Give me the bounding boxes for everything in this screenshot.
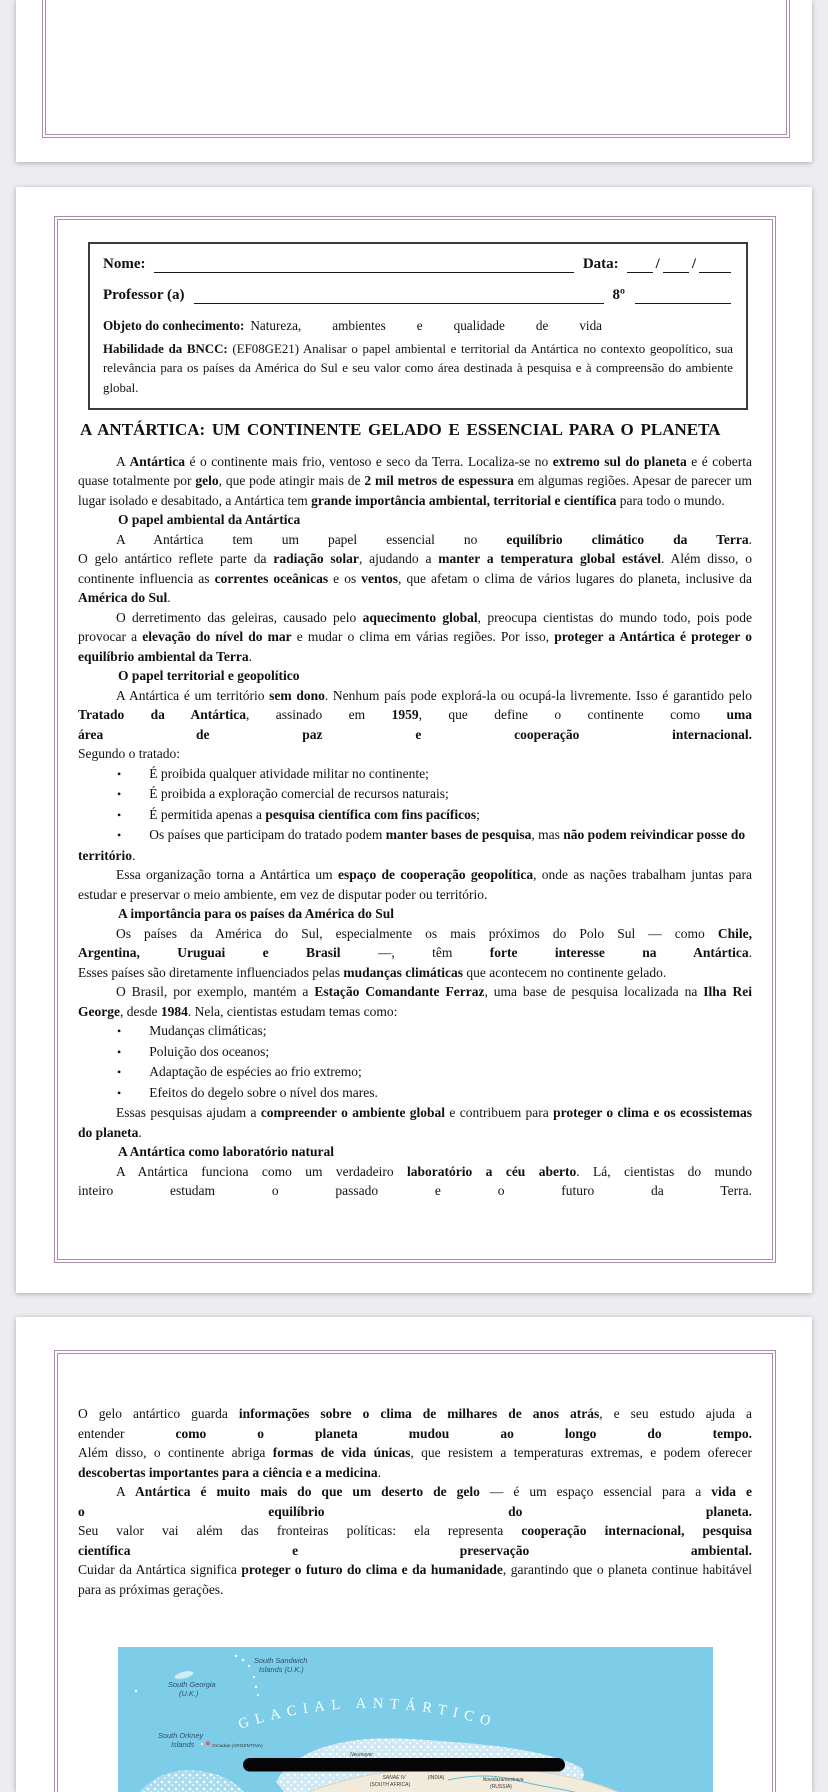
map-label-south-sandwich: South Sandwich <box>253 1656 307 1665</box>
bullet-icon: • <box>117 1024 122 1039</box>
knowledge-object-word: e <box>416 318 423 333</box>
map-label-neumayer: Neumayer <box>349 1752 373 1758</box>
page-decorative-border <box>54 216 776 1263</box>
page-decorative-border <box>54 1350 776 1792</box>
paragraph-spread: entender como o planeta mudou ao longo do tempo. <box>78 1425 752 1441</box>
subheading-laboratorio: A Antártica como laboratório natural <box>118 1144 334 1160</box>
paragraph: O Brasil, por exemplo, mantém a Estação Comandante Ferraz, uma base de pesquisa localizada na Ilha Rei George, desde 1984. Nela, cientistas estudam temas como: <box>78 984 752 1019</box>
bullet-icon: • <box>117 807 122 822</box>
page-continuation <box>16 1317 812 1792</box>
teacher-label: Professor (a) <box>103 287 185 303</box>
page-worksheet <box>16 187 812 1293</box>
date-label: Data: <box>582 256 619 272</box>
article-title: A ANTÁRTICA: UM CONTINENTE GELADO E ESSENCIAL PARA O PLANETA <box>80 420 721 440</box>
article-body-continuation <box>78 1404 752 1599</box>
name-blank-field <box>154 272 573 273</box>
grade-label: 8º <box>612 287 625 303</box>
name-row <box>103 252 733 277</box>
date-slash: / <box>655 256 660 272</box>
svg-text:(SOUTH AFRICA): (SOUTH AFRICA) <box>369 1782 410 1788</box>
bullet-item: • Poluição dos oceanos; <box>117 1043 270 1059</box>
map-label-india: (INDIA) <box>427 1775 444 1781</box>
paragraph: A Antártica tem um papel essencial no equilíbrio climático da Terra. <box>116 531 752 547</box>
knowledge-object-word: Natureza, <box>250 318 302 333</box>
paragraph: Os países da América do Sul, especialmente os mais próximos do Polo Sul — como Chile, <box>116 925 752 941</box>
paragraph: A Antártica funciona como um verdadeiro laboratório a céu aberto. Lá, cientistas do mundo <box>116 1163 753 1179</box>
subheading-papel-ambiental: O papel ambiental da Antártica <box>118 512 301 528</box>
date-month-blank-field <box>663 272 689 273</box>
svg-text:Islands: Islands <box>170 1740 194 1749</box>
paragraph-spread: Argentina, Uruguai e Brasil —, têm forte interesse na Antártica. <box>78 945 752 961</box>
article-body <box>78 452 752 1201</box>
bullet-item: • É permitida apenas a pesquisa científica com fins pacíficos; <box>117 806 480 822</box>
map-label-south-orkney: South Orkney <box>157 1731 203 1740</box>
paragraph: Cuidar da Antártica significa proteger o futuro do clima e da humanidade, garantindo que o planeta continue habitável para as próximas gerações. <box>78 1562 752 1597</box>
svg-text:Islands (U.K.): Islands (U.K.) <box>258 1665 304 1674</box>
bncc-skill-label: Habilidade da BNCC: <box>103 342 228 356</box>
subheading-papel-territorial: O papel territorial e geopolítico <box>118 668 300 684</box>
knowledge-object-word: vida <box>579 318 603 333</box>
bncc-skill-row <box>103 340 733 398</box>
class-blank-field <box>635 303 731 304</box>
date-slash: / <box>691 256 696 272</box>
bullet-icon: • <box>117 787 122 802</box>
bullet-icon: • <box>117 1085 122 1100</box>
bullet-item: • Mudanças climáticas; <box>117 1023 267 1039</box>
map-ocean-title: GLACIAL ANTÁRTICO <box>236 1695 499 1733</box>
paragraph: Essa organização torna a Antártica um espaço de cooperação geopolítica, onde as nações trabalham juntas para estudar e preservar o meio ambiente, em vez de disputar poder ou território. <box>78 867 752 902</box>
knowledge-object-word: de <box>535 318 549 333</box>
page-content <box>58 242 772 1201</box>
map-label-orcadas: Orcadas (ARGENTINA) <box>211 1744 263 1749</box>
paragraph: Essas pesquisas ajudam a compreender o ambiente global e contribuem para proteger o clima e os ecossistemas do planeta. <box>78 1105 752 1140</box>
paragraph-spread: científica e preservação ambiental. <box>78 1542 752 1558</box>
map-label-novolazarevskaya: Novolazarevskaya <box>482 1777 523 1783</box>
paragraph: Além disso, o continente abriga formas de vida únicas, que resistem a temperaturas extremas, e podem oferecer descobertas importantes para a ciência e a medicina. <box>78 1445 752 1480</box>
paragraph-spread: área de paz e cooperação internacional. <box>78 726 752 742</box>
knowledge-object-row <box>103 314 733 337</box>
antarctica-map-image <box>118 1647 713 1792</box>
date-day-blank-field <box>627 272 653 273</box>
bullet-item: • Efeitos do degelo sobre o nível dos mares. <box>117 1084 378 1100</box>
paragraph-spread: inteiro estudam o passado e o futuro da Terra. <box>78 1183 752 1199</box>
bncc-skill-text: (EF08GE21) Analisar o papel ambiental e territorial da Antártica no contexto geopolítico, sua relevância para os países da América do Sul e seu valor como área destinada à pesquisa e à compreensão do ambiente global. <box>103 342 733 395</box>
teacher-blank-field <box>194 303 604 304</box>
bullet-icon: • <box>117 766 122 781</box>
paragraph-spread: o equilíbrio do planeta. <box>78 1503 752 1519</box>
page-decorative-border <box>42 0 790 138</box>
map-islet-dot <box>234 1655 236 1657</box>
paragraph: Segundo o tratado: <box>78 746 180 762</box>
bullet-icon: • <box>117 1065 122 1080</box>
page-content <box>58 1354 772 1792</box>
teacher-row <box>103 283 733 308</box>
page-previous <box>16 0 812 162</box>
name-label: Nome: <box>103 256 146 272</box>
paragraph: A Antártica é muito mais do que um deserto de gelo — é um espaço essencial para a vida e <box>116 1484 752 1499</box>
worksheet-header-box <box>88 242 748 410</box>
bullet-item: • É proibida a exploração comercial de recursos naturais; <box>117 786 449 802</box>
knowledge-object-word: ambientes <box>332 318 386 333</box>
bullet-item: • Adaptação de espécies ao frio extremo; <box>117 1064 362 1080</box>
paragraph: O gelo antártico guarda informações sobre o clima de milhares de anos atrás, e seu estudo ajuda a <box>78 1406 752 1421</box>
date-year-blank-field <box>699 272 731 273</box>
bullet-icon: • <box>117 1044 122 1059</box>
knowledge-object-word: qualidade <box>453 318 505 333</box>
paragraph: O derretimento das geleiras, causado pelo aquecimento global, preocupa cientistas do mundo todo, pois pode provocar a elevação do nível do mar e mudar o clima em várias regiões. Por isso, proteger a Antártica é proteger o equilíbrio ambiental da Terra. <box>78 609 752 664</box>
paragraph-intro: A Antártica é o continente mais frio, ventoso e seco da Terra. Localiza-se no extremo sul do planeta e é coberta quase totalmente por gelo, que pode atingir mais de 2 mil metros de espessura em algumas regiões. Apesar de parecer um lugar isolado e desabitado, a Antártica tem grande importância ambiental, territorial e científica para todo o mundo. <box>78 453 752 508</box>
paragraph: O gelo antártico reflete parte da radiação solar, ajudando a manter a temperatura global estável. Além disso, o continente influencia as correntes oceânicas e os ventos, que afetam o clima de vários lugares do planeta, inclusive da América do Sul. <box>78 551 752 606</box>
redaction-bar <box>243 1758 565 1772</box>
bullet-item: • É proibida qualquer atividade militar no continente; <box>117 765 429 781</box>
map-orcadas-station-marker <box>206 1742 210 1746</box>
paragraph: Esses países são diretamente influenciados pelas mudanças climáticas que acontecem no continente gelado. <box>78 964 667 980</box>
map-orkney-islet <box>200 1743 202 1745</box>
subheading-importancia: A importância para os países da América do Sul <box>118 906 395 922</box>
paragraph: Seu valor vai além das fronteiras políticas: ela representa cooperação internacional, pesquisa <box>78 1523 752 1538</box>
paragraph: A Antártica é um território sem dono. Nenhum país pode explorá-la ou ocupá-la livremente. Isso é garantido pelo Tratado da Antártica, assinado em 1959, que define o continente como uma <box>78 687 752 723</box>
svg-text:(U.K.): (U.K.) <box>178 1689 198 1698</box>
map-label-sanae: SANAE IV <box>381 1775 406 1781</box>
map-label-south-georgia: South Georgia <box>167 1680 216 1689</box>
bullet-icon: • <box>117 828 122 843</box>
knowledge-object-label: Objeto do conhecimento: <box>103 318 245 333</box>
knowledge-object-value <box>250 318 633 333</box>
bullet-item: • Os países que participam do tratado podem manter bases de pesquisa, mas não podem reivindicar posse do território. <box>78 827 746 863</box>
svg-text:(RUSSIA): (RUSSIA) <box>489 1784 512 1790</box>
